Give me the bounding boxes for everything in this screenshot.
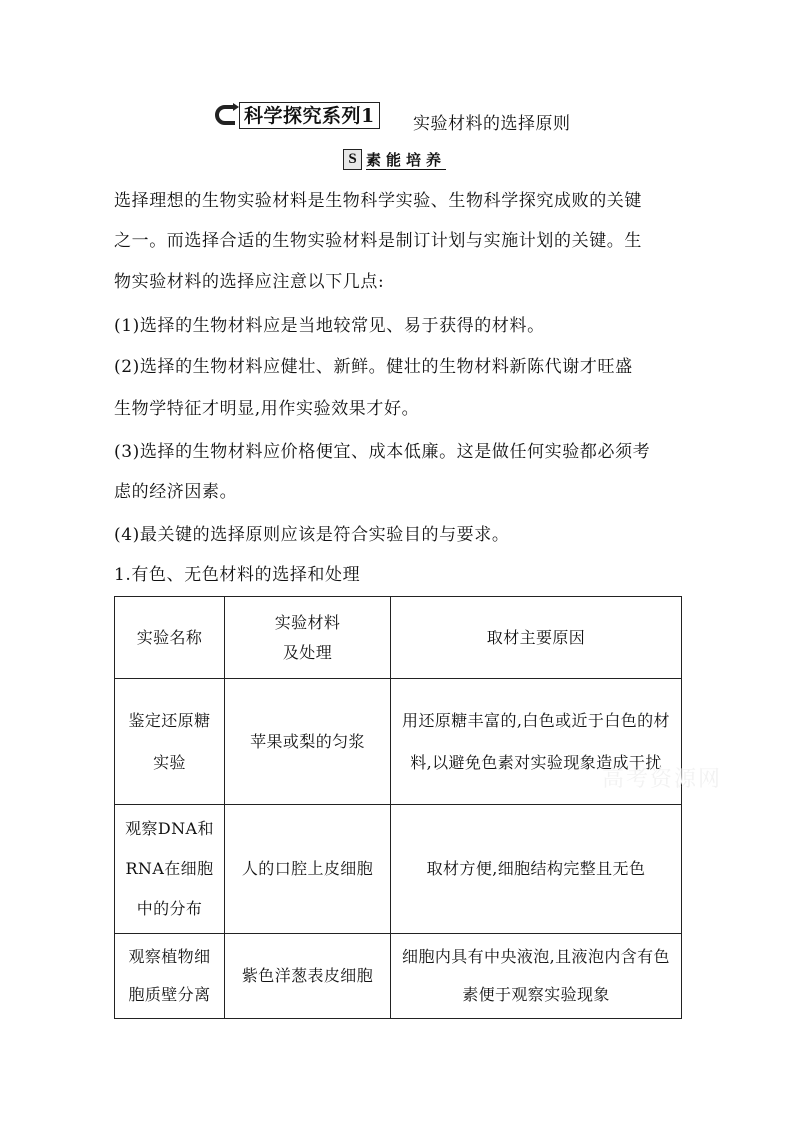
cell-material: 人的口腔上皮细胞 [225,805,391,934]
watermark: 高考资源网 [602,767,723,792]
page-title: 实验材料的选择原则 [413,114,571,134]
header-cell: 实验名称 [115,597,225,679]
series-label: 科学探究系列1 [239,102,380,129]
paragraph-line: (1)选择的生物材料应是当地较常见、易于获得的材料。 [114,316,545,336]
paragraph-line: 之一。而选择合适的生物实验材料是制订计划与实施计划的关键。生 [114,231,642,251]
section-badge: S [343,149,362,170]
paragraph-line: 物实验材料的选择应注意以下几点: [114,272,385,292]
return-arrow-icon [213,103,239,127]
paragraph-line: (4)最关键的选择原则应该是符合实验目的与要求。 [114,525,510,545]
table-heading: 1.有色、无色材料的选择和处理 [114,565,361,585]
table-row [115,805,682,934]
header-cell: 取材主要原因 [391,597,682,679]
paragraph-line: 虑的经济因素。 [114,482,238,502]
cell-reason: 取材方便,细胞结构完整且无色 [391,805,682,934]
cell-material: 苹果或梨的匀浆 [225,679,391,805]
materials-table [114,596,681,1019]
cell-reason: 细胞内具有中央液泡,且液泡内含有色素便于观察实验现象 [391,934,682,1019]
section-title: 素能培养 [366,150,447,169]
header-cell: 实验材料 及处理 [225,597,391,679]
paragraph-line: 选择理想的生物实验材料是生物科学实验、生物科学探究成败的关键 [114,191,642,211]
table-row [115,679,682,805]
section-header [343,148,446,170]
paragraph-line: (3)选择的生物材料应价格便宜、成本低廉。这是做任何实验都必须考 [114,442,651,462]
cell-reason: 用还原糖丰富的,白色或近于白色的材料,以避免色素对实验现象造成干扰 [391,679,682,805]
cell-material: 紫色洋葱表皮细胞 [225,934,391,1019]
paragraph-line: 生物学特征才明显,用作实验效果才好。 [114,399,420,419]
paragraph-line: (2)选择的生物材料应健壮、新鲜。健壮的生物材料新陈代谢才旺盛 [114,357,633,377]
series-header [213,101,380,129]
table-row [115,934,682,1019]
cell-name: 鉴定还原糖 实验 [115,679,225,805]
cell-name: 观察植物细胞质壁分离 [115,934,225,1019]
cell-name: 观察DNA和RNA在细胞中的分布 [115,805,225,934]
table-header-row [115,597,682,679]
